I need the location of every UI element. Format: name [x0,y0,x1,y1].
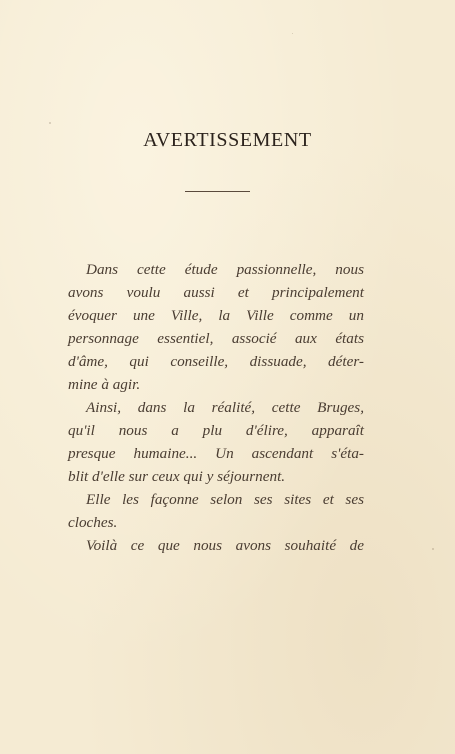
text-line: personnage essentiel, associé aux états [68,330,364,347]
text-line: mine à agir. [68,376,141,393]
text-line: avons voulu aussi et principalement [68,284,364,301]
page-title: AVERTISSEMENT [143,129,312,151]
text-line: Voilà ce que nous avons souhaité de [86,537,364,554]
paragraph-3 [68,488,364,534]
paper-speck [292,33,293,34]
paragraph-1 [68,258,364,396]
text-line: évoquer une Ville, la Ville comme un [68,307,364,324]
text-line: Ainsi, dans la réalité, cette Bruges, [86,399,364,416]
text-line: qu'il nous a plu d'élire, apparaît [68,422,364,439]
paper-speck [49,122,51,124]
title-divider [185,191,250,192]
text-line: cloches. [68,514,118,531]
text-line: d'âme, qui conseille, dissuade, déter- [68,353,364,370]
text-line: presque humaine... Un ascendant s'éta- [68,445,364,462]
paper-speck [432,548,434,550]
text-line: Elle les façonne selon ses sites et ses [86,491,364,508]
text-line: blit d'elle sur ceux qui y séjournent. [68,468,286,485]
paragraph-2 [68,396,364,488]
paragraph-4 [68,534,364,557]
body-text [68,258,364,557]
text-line: Dans cette étude passionnelle, nous [86,261,364,278]
